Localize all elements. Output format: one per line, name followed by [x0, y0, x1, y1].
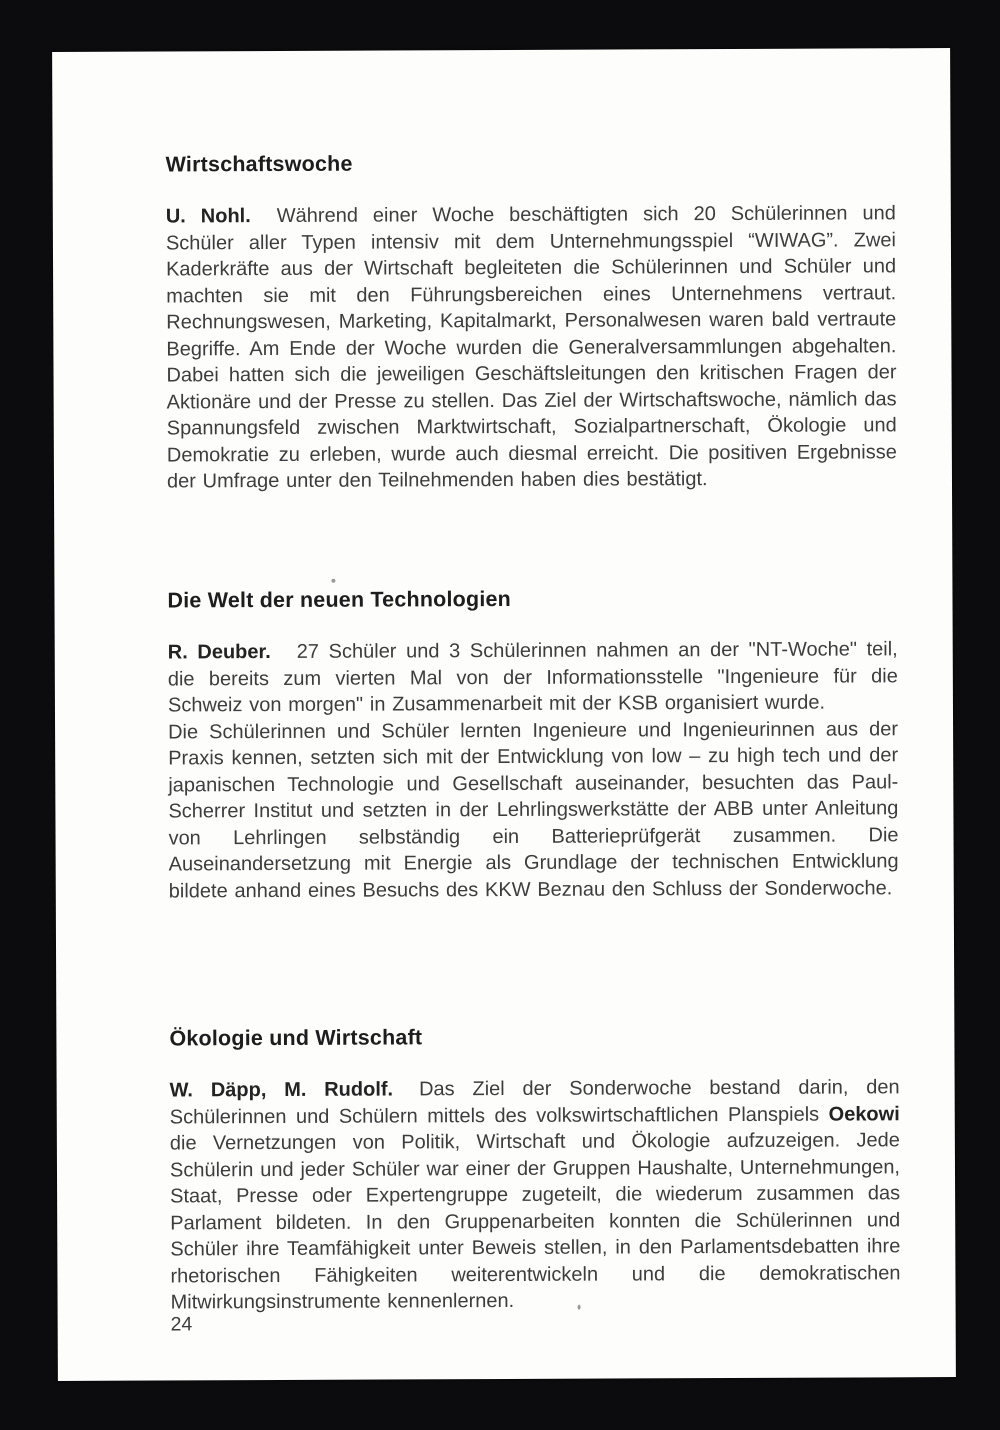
author-name: W. Däpp, M. Rudolf. [169, 1078, 394, 1102]
scan-speck [331, 579, 335, 583]
author-name: R. Deuber. [167, 641, 271, 664]
paragraph-text: Das Ziel der Sonderwoche bestand darin, den Schülerinnen und Schülern mittels des volkswirtschaftlichen Planspiels [169, 1076, 900, 1128]
paragraph-text: Während einer Woche beschäftigten sich 20 Schülerinnen und Schüler aller Typen intensiv mit dem Unternehmungsspiel “WIWAG”. Zwei Kaderkräfte aus der Wirtschaft begleiteten die Schülerinnen und Schüler und machten sie mit den Führungsbereichen eines Unternehmens vertraut. Rechnungswesen, Marketing, Kapitalmarkt, Personalwesen waren bald vertraute Begriffe. Am Ende der Woche wurden die Generalversammlungen abgehalten. Dabei hatten sich die jeweiligen Geschäftsleitungen den kritischen Fragen der Aktionäre und der Presse zu stellen. Das Ziel der Wirtschaftswoche, nämlich das Spannungsfeld zwischen Marktwirtschaft, Sozialpartnerschaft, Ökologie und Demokratie zu erleben, wurde auch diesmal erreicht. Die positiven Ergebnisse der Umfrage unter den Teilnehmenden haben dies bestätigt. [165, 202, 897, 493]
section-neue-technologien [167, 584, 898, 904]
paragraph-text: Die Schülerinnen und Schüler lernten Ingenieure und Ingenieurinnen aus der Praxis kennen, setzten sich mit der Entwicklung von low – zu high tech und der japanischen Technologie und Gesellschaft auseinander, besuchten das Paul-Scherrer Institut und setzten in der Lehrlingswerkstätte der ABB unter Anleitung von Lehrlingen selbständig ein Batterieprüfgerät zusammen. Die Auseinandersetzung mit Energie als Grundlage der technischen Entwicklung bildete anhand eines Besuchs des KKW Beznau den Schluss der Sonderwoche. [168, 717, 899, 902]
section-wirtschaftswoche [166, 148, 897, 495]
section-heading: Wirtschaftswoche [165, 151, 353, 177]
paragraph-text: die Vernetzungen von Politik, Wirtschaft und Ökologie aufzuzeigen. Jede Schülerin und jeder Schüler war einer der Gruppen Haushalte, Unternehmungen, Staat, Presse oder Expertengruppe zugeteilt, die wiederum zusammen das Parlament bildeten. In den Gruppenarbeiten konnten die Schülerinnen und Schüler ihre Teamfähigkeit unter Beweis stellen, in den Parlamentsdebatten ihre rhetorischen Fähigkeiten weiterentwickeln und die demokratischen Mitwirkungsinstrumente kennenlernen. [169, 1129, 901, 1314]
bold-term-oekowi: Oekowi [828, 1102, 900, 1126]
section-heading: Die Welt der neuen Technologien [167, 586, 512, 613]
page-number: 24 [170, 1313, 193, 1336]
section-oekologie-wirtschaft [169, 1022, 900, 1316]
paragraph-text: 27 Schüler und 3 Schülerinnen nahmen an der "NT-Woche" teil, die bereits zum vierten Mal von der Informationsstelle "Ingenieure für die Schweiz von morgen" in Zusammenarbeit mit der KSB organisiert wurde. [167, 638, 898, 717]
section-heading: Ökologie und Wirtschaft [169, 1025, 423, 1051]
paragraph [170, 1074, 901, 1316]
document-page [52, 48, 956, 1381]
paragraph [168, 636, 898, 719]
scan-speck [578, 1305, 581, 1310]
paragraph [166, 200, 897, 495]
paragraph [168, 716, 899, 905]
author-name: U. Nohl. [165, 205, 251, 228]
